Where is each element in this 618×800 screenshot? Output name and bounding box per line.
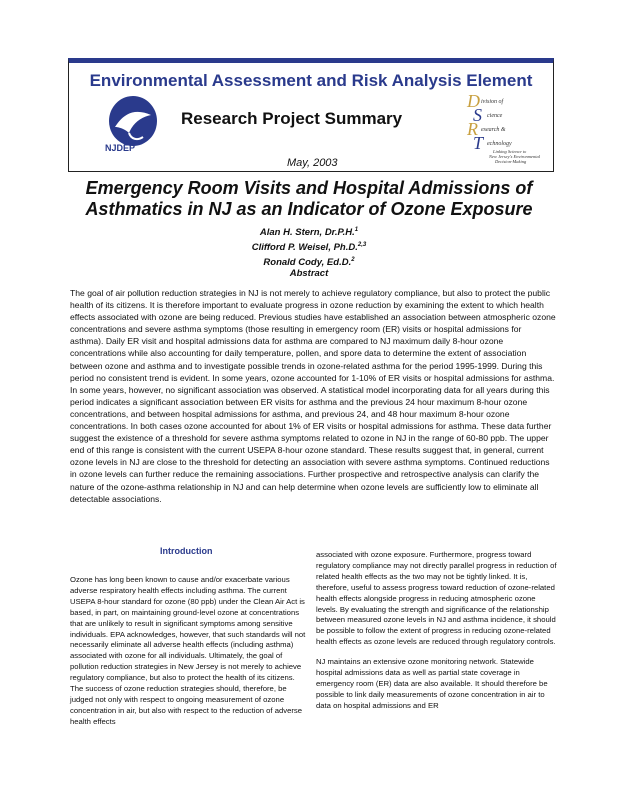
author-list [0,224,618,269]
element-title: Environmental Assessment and Risk Analysis Element [89,71,533,90]
logo-line3: esearch & [481,127,506,133]
logo-tag1: Linking Science to [493,149,527,154]
logo-tag2: New Jersey's Environmental [489,154,541,159]
logo-tag3: Decision-Making [495,159,527,164]
right-column [316,550,558,721]
logo-line4: echnology [487,141,512,147]
left-column [70,575,308,737]
introduction-heading: Introduction [160,546,213,556]
author: Clifford P. Weisel, Ph.D.$^{2,3}$ [251,242,367,254]
author: Alan H. Stern, Dr.P.H.$^1$ [259,227,359,239]
svg-text:D: D [467,91,480,111]
publication-date: May, 2003 [287,157,338,169]
title-line-1: Emergency Room Visits and Hospital Admissions of [85,178,533,198]
abstract-paragraph: The goal of air pollution reduction strategies in NJ is not merely to achieve regulatory compliance, but also to protect the public health of its citizens. It is therefore important to evaluate progress in ozone reduction by examining the extent to which health effects associated with ozone are being reduced. Previous studies have established an association between atmospheric ozone concentrations and severe asthma symptoms (those resulting in emergency room (ER) visits or hospital admissions for asthma). Daily ER visit and hospital admissions data for asthma are compared to NJ maximum daily 8-hour ozone concentrations while also accounting for daily temperature, pollen, and spore data to determine the extent of association between ozone and asthma and to investigate possible trends in ozone-related asthma for the period 1995-1999. During this period no consistent trend is evident. In some years, ozone accounted for 1-10% of ER visits or hospital admissions for asthma. In some years, however, no significant association was observed. A statistical model incorporating data for all years during this period indicates a significant association between ER visits for asthma and the previous 24 hour maximum 8-hour ozone concentrations, and between hospital admissions for asthma, and previous 24, and 48 hour maximum 8-hour ozone concentrations. In both cases ozone accounted for about 1% of ER visits or hospital admissions for asthma. These data further suggest the existence of a threshold for severe asthma symptoms related to ozone in NJ in the range of 60-80 ppb. The upper end of this range is consistent with the current USEPA 8-hour ozone standard. These results suggest that, in general, current ozone levels in NJ are close to the threshold for detecting an association with severe asthma symptoms. Continued reductions in ozone levels can further reduce the remaining associations. Further prospective and retrospective analysis can clarify the nature of the ozone-asthma relationship in NJ and can help determine when ozone levels are sufficiently low to eliminate all detectable associations. [70,288,556,504]
dsrt-logo-icon [465,91,549,165]
logo-line1: ivision of [481,99,504,105]
intro-paragraph: Ozone has long been known to cause and/or exacerbate various adverse respiratory health effects including asthma. The current USEPA 8-hour standard for ozone (80 ppb) under the Clean Air Act is based, in part, on maintaining ground-level ozone at concentrations that are unlikely to result in significant symptoms among sensitive individuals. EPA acknowledges, however, that such standards will not necessarily eliminate all adverse health effects (including asthma) associated with ozone for all individuals. Ultimately, the goal of pollution reduction strategies in New Jersey is not merely to achieve regulatory compliance, but also to protect the health of its citizens. The success of ozone reduction strategies should, therefore, be judged not only with respect to ongoing measurement of ozone concentration in air, but also with respect to the reduction of adverse health effects [70,575,306,726]
summary-title: Research Project Summary [181,109,403,128]
svg-text:S: S [473,105,482,125]
paper-title [60,178,558,220]
intro-paragraph: associated with ozone exposure. Furthermore, progress toward regulatory compliance may not directly parallel progress in reduction of related health effects as the two may not be tightly linked. It is, therefore, useful to assess progress toward reduction of ozone-related health effects alongside progress in reducing atmospheric ozone levels. By evaluating the strength and significance of the relationship between measured ozone levels in NJ and asthma incidence, it should be possible to follow the extent of progress in reducing ozone-related health effects as ozone levels are reduced through regulatory controls. [316,550,557,647]
svg-text:T: T [473,133,484,153]
svg-text:R: R [467,119,478,139]
njdep-label: NJDEP [105,143,136,153]
intro-paragraph: NJ maintains an extensive ozone monitoring network. Statewide hospital admissions data as well as partial state coverage in emergency room (ER) data are also available. It should therefore be possible to link daily measurements of ozone concentration in air to data on hospital admissions and ER [316,657,548,710]
abstract-body [70,287,556,505]
logo-line2: cience [487,113,503,119]
abstract-heading: Abstract [289,268,329,279]
header-box [68,58,554,172]
title-line-2: Asthmatics in NJ as an Indicator of Ozone Exposure [85,199,533,219]
author: Ronald Cody, Ed.D.$^2$ [263,257,355,269]
